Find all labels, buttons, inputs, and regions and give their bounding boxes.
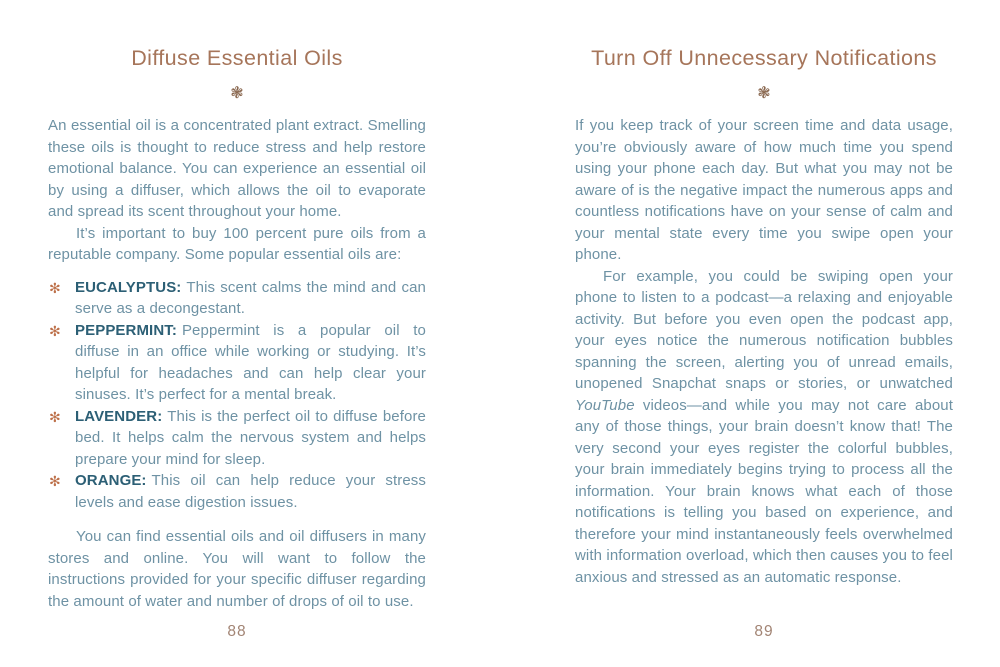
paragraph: It’s important to buy 100 percent pure oils from a reputable company. Some popular essential oils are: xyxy=(48,224,426,263)
page-title: Diffuse Essential Oils xyxy=(131,46,343,70)
page-number: 88 xyxy=(227,623,247,640)
list-item xyxy=(48,470,426,513)
paragraph: An essential oil is a concentrated plant extract. Smelling these oils is thought to reduce stress and help restore emotional balance. You can experience an essential oil by using a diffuser, which allows the oil to evaporate and spread its scent throughout your home. xyxy=(48,117,426,220)
oil-name-label: EUCALYPTUS: xyxy=(75,278,182,296)
youtube-italic-text: YouTube xyxy=(575,396,635,414)
flower-ornament-icon: ❃ xyxy=(757,85,771,102)
paragraph-text: For example, you could be swiping open your phone to listen to a podcast—a relaxing and enjoyable activity. But before you even open the podcast app, your eyes notice the numerous notification bubbles spanning the screen, alerting you of unread emails, unopened Snapchat snaps or stories, or unwatched xyxy=(575,267,953,392)
paragraph: You can find essential oils and oil diffusers in many stores and online. You will want to follow the instructions provided for your specific diffuser regarding the amount of water and number of drops of oil to use. xyxy=(48,528,426,610)
asterisk-bullet-icon: ✻ xyxy=(49,322,61,339)
list-item-text: This scent calms the mind and can serve as a decongestant. xyxy=(75,278,426,317)
flower-ornament-icon: ❃ xyxy=(230,85,244,102)
oil-name-label: PEPPERMINT: xyxy=(75,321,177,339)
left-page xyxy=(48,0,426,667)
list-item xyxy=(48,406,426,471)
asterisk-bullet-icon: ✻ xyxy=(49,279,61,296)
body-text xyxy=(48,115,426,612)
essential-oils-list xyxy=(48,277,426,514)
asterisk-bullet-icon: ✻ xyxy=(49,473,61,489)
oil-name-label: LAVENDER: xyxy=(75,407,163,425)
body-text xyxy=(575,115,953,588)
list-item-text: This oil can help reduce your stress levels and ease digestion issues. xyxy=(75,472,426,511)
page-title: Turn Off Unnecessary Notifications xyxy=(591,46,937,70)
paragraph: If you keep track of your screen time and data usage, you’re obviously aware of how much time you spend using your phone each day. But what you may not be aware of is the negative impact the numerous apps and countless notifications have on your sense of calm and your mental state every time you swipe open your phone. xyxy=(575,117,953,263)
list-item xyxy=(48,277,426,320)
right-page xyxy=(575,0,953,667)
paragraph xyxy=(575,266,953,589)
asterisk-bullet-icon: ✻ xyxy=(49,408,61,425)
list-item-text: Peppermint is a popular oil to diffuse in an office while working or studying. It’s helpful for headaches and can help clear your sinuses. It’s perfect for a mental break. xyxy=(75,321,426,403)
paragraph-text: videos—and while you may not care about any of those things, your brain doesn’t know that! The very second your eyes register the colorful bubbles, your brain immediately begins trying to process all the information. Your brain knows what each of those notifications is telling you based on experience, and therefore your mind instantaneously feels overwhelmed with information overload, which then causes you to feel anxious and stressed as an automatic response. xyxy=(575,396,953,586)
list-item xyxy=(48,320,426,406)
page-number: 89 xyxy=(754,623,774,640)
oil-name-label: ORANGE: xyxy=(75,472,147,489)
list-item-text: This is the perfect oil to diffuse before bed. It helps calm the nervous system and helps prepare your mind for sleep. xyxy=(75,407,426,468)
